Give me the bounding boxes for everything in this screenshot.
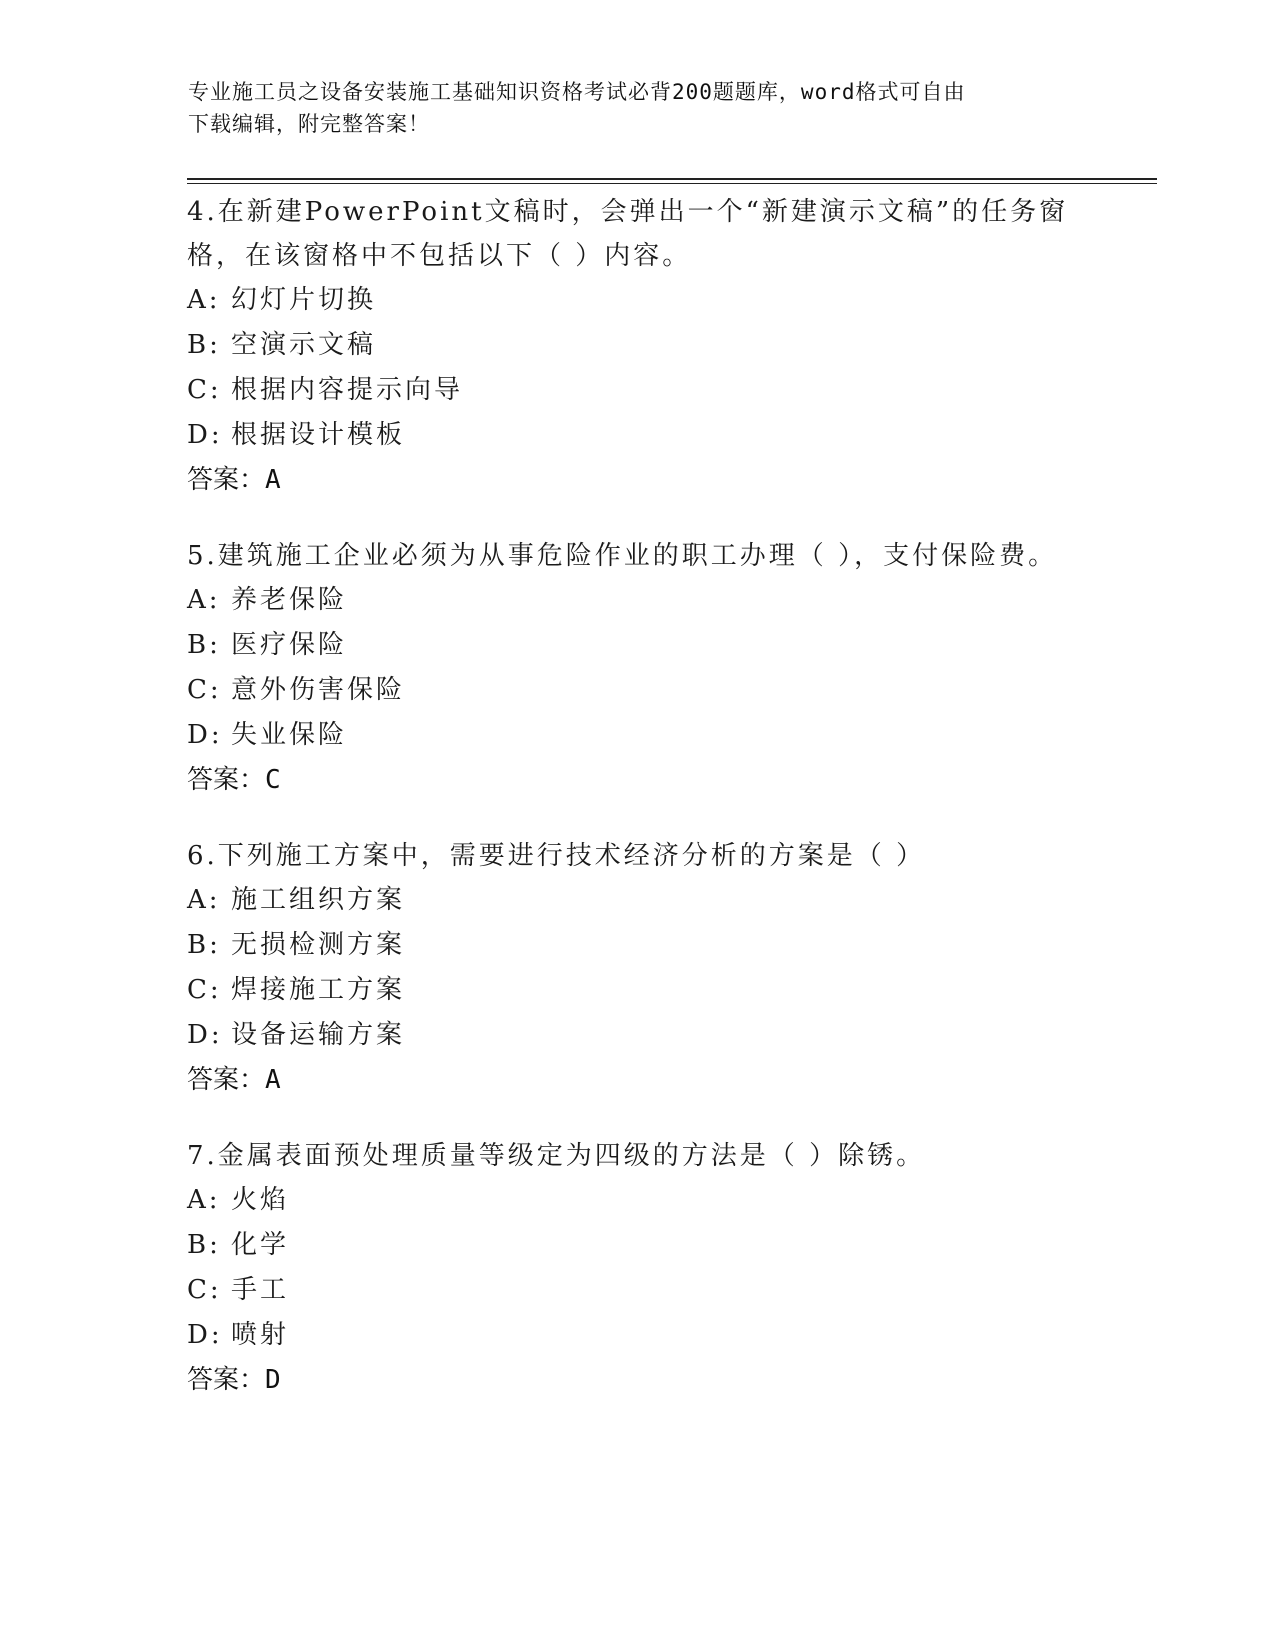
option-text: 手工: [231, 1275, 290, 1305]
option-letter: B:: [187, 630, 221, 660]
option-letter: A:: [187, 1185, 221, 1215]
question-text: 6.下列施工方案中，需要进行技术经济分析的方案是（ ）: [187, 841, 926, 871]
option-letter: D:: [187, 1320, 223, 1350]
option-d: [187, 413, 1087, 458]
header-line-2: 下载编辑，附完整答案！: [188, 112, 430, 136]
option-text: 空演示文稿: [231, 330, 377, 360]
option-letter: C:: [187, 375, 222, 405]
question-text: 4.在新建PowerPoint文稿时，会弹出一个“新建演示文稿”的任务窗格，在该窗格中不包括以下（ ）内容。: [187, 197, 1069, 271]
option-d: [187, 713, 1087, 758]
option-b: [187, 923, 1087, 968]
answer-line: 答案：A: [187, 1065, 281, 1095]
option-text: 喷射: [231, 1320, 290, 1350]
question-text: 7.金属表面预处理质量等级定为四级的方法是（ ）除锈。: [187, 1141, 926, 1171]
option-text: 失业保险: [231, 720, 348, 750]
option-text: 根据设计模板: [231, 420, 406, 450]
document-header: [188, 76, 1068, 140]
option-letter: C:: [187, 975, 222, 1005]
option-letter: C:: [187, 675, 222, 705]
option-letter: A:: [187, 285, 221, 315]
option-c: [187, 1268, 1087, 1313]
answer-line: 答案：A: [187, 465, 281, 495]
option-c: [187, 968, 1087, 1013]
option-d: [187, 1013, 1087, 1058]
option-text: 意外伤害保险: [231, 675, 406, 705]
answer-line: 答案：C: [187, 765, 281, 795]
option-letter: D:: [187, 420, 223, 450]
option-text: 幻灯片切换: [231, 285, 377, 315]
header-divider-thin: [187, 183, 1157, 184]
option-c: [187, 668, 1087, 713]
option-text: 设备运输方案: [231, 1020, 406, 1050]
option-b: [187, 323, 1087, 368]
option-a: [187, 878, 1087, 923]
option-text: 医疗保险: [231, 630, 348, 660]
option-text: 火焰: [231, 1185, 290, 1215]
option-letter: A:: [187, 585, 221, 615]
option-text: 无损检测方案: [231, 930, 406, 960]
option-c: [187, 368, 1087, 413]
option-b: [187, 1223, 1087, 1268]
option-a: [187, 278, 1087, 323]
question-5: [187, 534, 1087, 803]
question-6: [187, 834, 1087, 1103]
header-line-1: 专业施工员之设备安装施工基础知识资格考试必背200题题库，word格式可自由: [188, 80, 966, 104]
option-letter: D:: [187, 1020, 223, 1050]
option-text: 化学: [231, 1230, 290, 1260]
option-letter: B:: [187, 930, 221, 960]
option-text: 养老保险: [231, 585, 348, 615]
option-b: [187, 623, 1087, 668]
option-d: [187, 1313, 1087, 1358]
option-a: [187, 1178, 1087, 1223]
option-letter: C:: [187, 1275, 222, 1305]
option-letter: D:: [187, 720, 223, 750]
questions-list: [187, 190, 1087, 1434]
question-4: [187, 190, 1087, 503]
option-a: [187, 578, 1087, 623]
option-letter: B:: [187, 1230, 221, 1260]
answer-line: 答案：D: [187, 1365, 281, 1395]
option-text: 焊接施工方案: [231, 975, 406, 1005]
option-text: 施工组织方案: [231, 885, 406, 915]
question-text: 5.建筑施工企业必须为从事危险作业的职工办理（ ），支付保险费。: [187, 541, 1058, 571]
question-7: [187, 1134, 1087, 1403]
option-text: 根据内容提示向导: [231, 375, 464, 405]
header-divider-thick: [187, 178, 1157, 180]
option-letter: A:: [187, 885, 221, 915]
option-letter: B:: [187, 330, 221, 360]
